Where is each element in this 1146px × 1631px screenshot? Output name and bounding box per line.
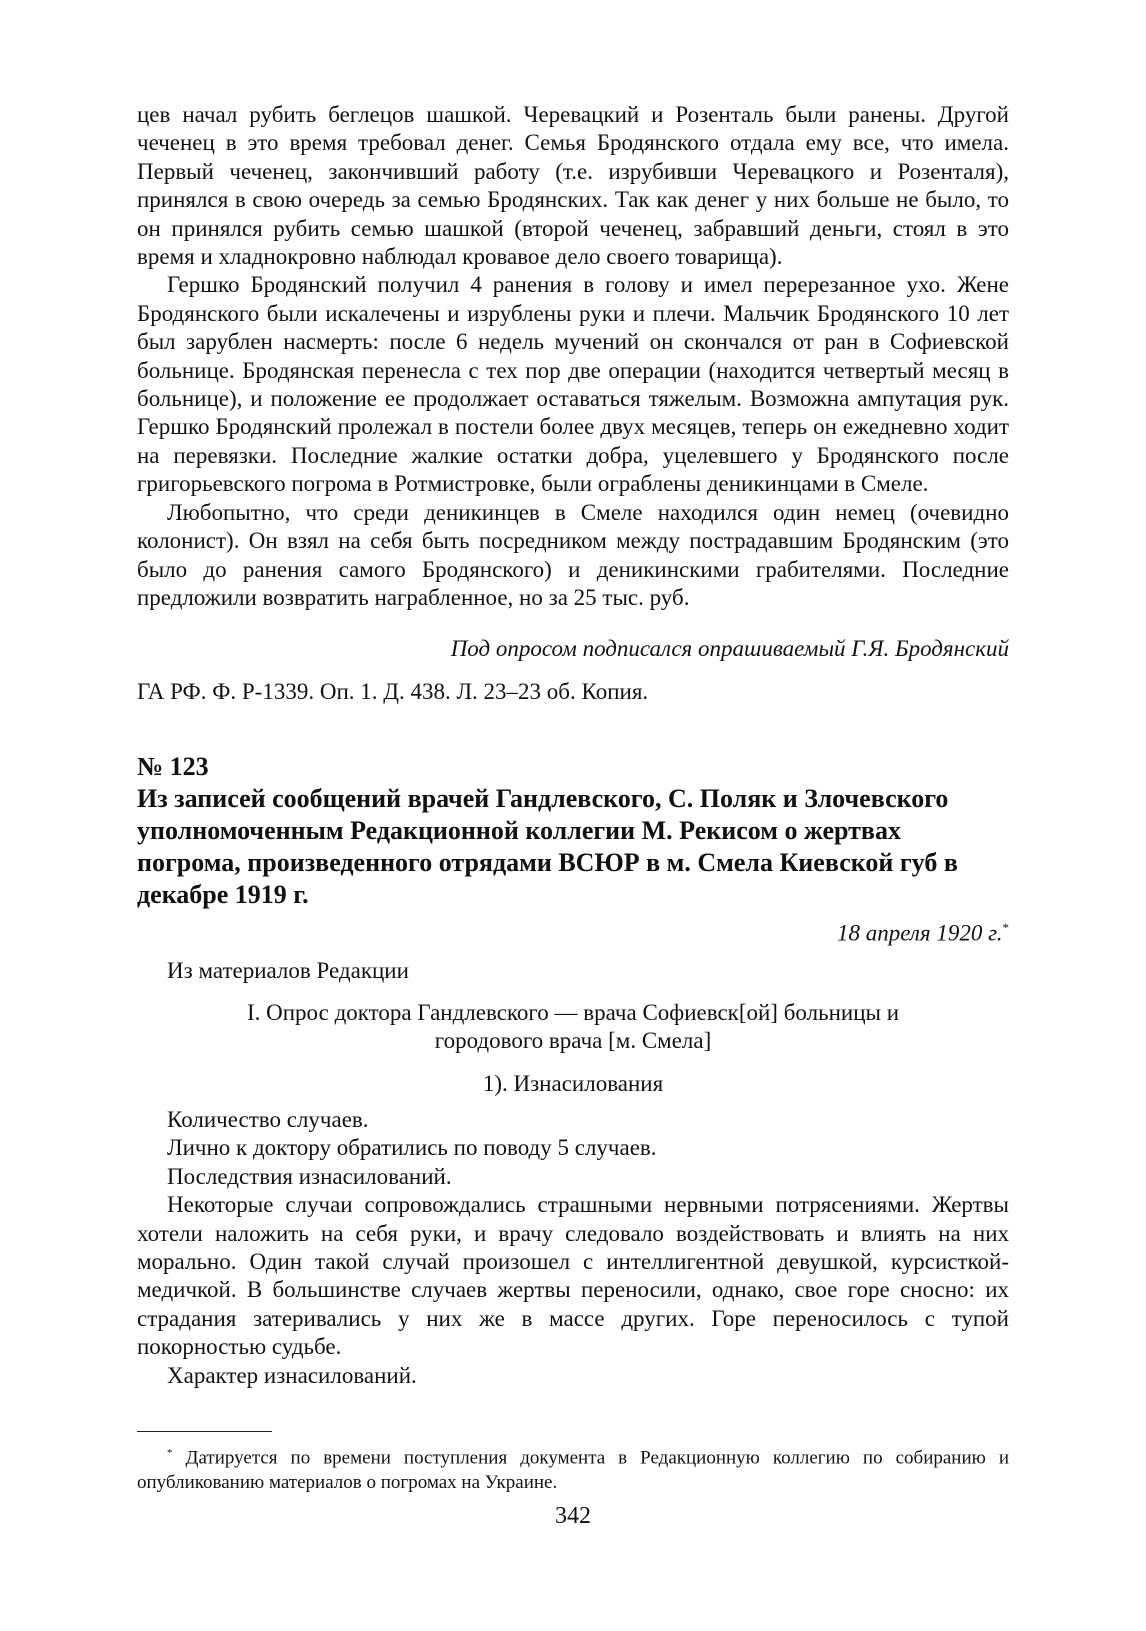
signature-block	[137, 635, 1009, 663]
subsection-heading-block	[137, 1070, 1009, 1098]
section-heading-line: городового врача [м. Смела]	[434, 1028, 712, 1054]
footnote-divider	[137, 1431, 272, 1432]
body-text-top	[137, 101, 1009, 612]
paragraph: цев начал рубить беглецов шашкой. Черевацкий и Розенталь были ранены. Другой чеченец в это время требовал денег. Семья Бродянского отдала ему все, что имела. Первый чеченец, закончивший работу (т.е. изрубивши Черевацкого и Розенталя), принялся в свою очередь за семью Бродянских. Так как денег у них больше не было, то он принялся рубить семью шашкой (второй чеченец, забравший деньги, стоял в это время и хладнокровно наблюдал кровавое дело своего товарища).	[137, 102, 1009, 270]
document-date: 18 апреля 1920 г.*	[836, 920, 1009, 946]
paragraph: Количество случаев.	[167, 1107, 369, 1132]
section-heading-block	[137, 999, 1009, 1056]
archive-source-block	[137, 678, 1009, 706]
document-date-block	[137, 914, 1009, 948]
page-number: 342	[555, 1503, 591, 1529]
paragraph: Любопытно, что среди деникинцев в Смеле находился один немец (очевидно колонист). Он взял на себя быть посредником между пострадавшим Бродянским (это было до ранения самого Бродянского) и деникинскими грабителями. Последние предложили возвратить награбленное, но за 25 тыс. руб.	[137, 499, 1009, 610]
materials-note: Из материалов Редакции	[167, 958, 409, 983]
paragraph: Некоторые случаи сопровождались страшными нервными потрясениями. Жертвы хотели наложить на себя руки, и врачу следовало воздействовать и влиять на них морально. Один такой случай произошел с интеллигентной девушкой, курсисткой-медичкой. В большинстве случаев жертвы переносили, однако, свое горе сносно: их страдания затеривались у них же в массе других. Горе переносилось с тупой покорностью судьбе.	[137, 1192, 1009, 1360]
materials-note-block	[137, 957, 1009, 985]
paragraph: Характер изнасилований.	[167, 1362, 417, 1388]
footnote-mark: *	[167, 1447, 173, 1459]
footnote: * Датируется по времени поступления документа в Редакционную коллегию по собиранию и опубликованию материалов о погромах на Украине.	[137, 1447, 1010, 1494]
paragraph: Лично к доктору обратились по поводу 5 случаев.	[167, 1135, 657, 1161]
archive-source: ГА РФ. Ф. Р-1339. Оп. 1. Д. 438. Л. 23–23 об. Копия.	[137, 679, 649, 704]
date-footnote-mark: *	[1002, 920, 1009, 935]
subsection-heading: 1). Изнасилования	[482, 1071, 664, 1096]
section-heading-line: I. Опрос доктора Гандлевского — врача Софиевск[ой] больницы и	[246, 1000, 900, 1025]
document-header	[137, 751, 1009, 911]
paragraph: Последствия изнасилований.	[167, 1163, 452, 1189]
document-title: Из записей сообщений врачей Гандлевского, С. Поляк и Злочевского уполномоченным Редакционной коллегии М. Рекисом о жертвах погрома, произведенного отрядами ВСЮР в м. Смела Киевской губ в декабре 1919 г.	[137, 784, 958, 909]
document-number: № 123	[137, 752, 209, 781]
signature: Под опросом подписался опрашиваемый Г.Я. Бродянский	[450, 636, 1009, 661]
body-text-bottom	[137, 1106, 1009, 1390]
paragraph: Гершко Бродянский получил 4 ранения в голову и имел перерезанное ухо. Жене Бродянского были искалечены и изрублены руки и плечи. Мальчик Бродянского 10 лет был зарублен насмерть: после 6 недель мучений он скончался от ран в Софиевской больнице. Бродянская перенесла с тех пор две операции (находится четвертый месяц в больнице), и положение ее продолжает оставаться тяжелым. Возможна ампутация рук. Гершко Бродянский пролежал в постели более двух месяцев, теперь он ежедневно ходит на перевязки. Последние жалкие остатки добра, уцелевшего у Бродянского после григорьевского погрома в Ротмистровке, были ограблены деникинцами в Смеле.	[137, 272, 1009, 497]
